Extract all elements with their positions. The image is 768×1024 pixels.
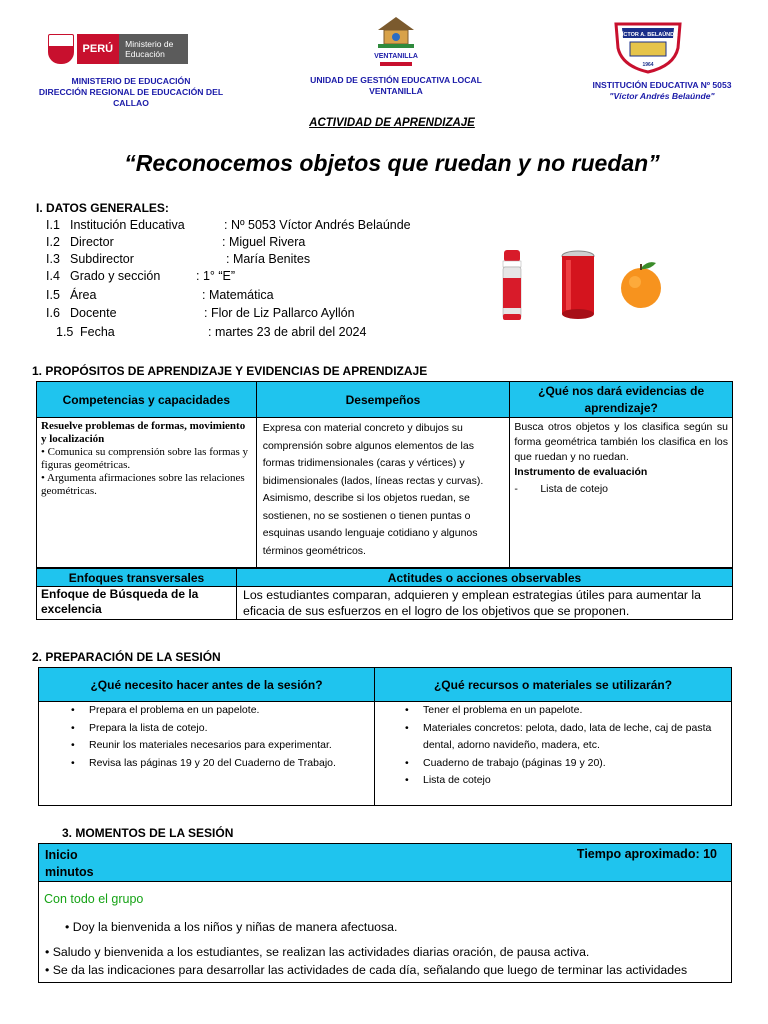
- col-antes: ¿Qué necesito hacer antes de la sesión?: [39, 668, 375, 702]
- list-item: • Prepara la lista de cotejo.: [63, 720, 370, 738]
- header-right-line2: "Víctor Andrés Belaúnde": [609, 91, 715, 101]
- instrumento-label: Instrumento de evaluación: [514, 466, 648, 478]
- evidencia-cell: [510, 418, 733, 568]
- orange-icon: [618, 256, 664, 310]
- col-recursos: ¿Qué recursos o materiales se utilizarán?: [375, 668, 732, 702]
- preparacion-table: [38, 667, 732, 806]
- desempeno-cell: [256, 418, 510, 568]
- ministry-logo-text: Ministerio de Educación: [119, 34, 188, 64]
- momentos-heading: 3. MOMENTOS DE LA SESIÓN: [62, 826, 234, 840]
- glue-stick-icon: [498, 248, 526, 324]
- inicio-label: Inicio minutos: [45, 848, 94, 879]
- header-left-line2: DIRECCIÓN REGIONAL DE EDUCACIÓN DEL CALLAO: [38, 87, 224, 108]
- evidencia-text: Busca otros objetos y los clasifica según su forma geométrica también los clasifica en los que ruedan y no ruedan.: [514, 421, 728, 463]
- competencia-cell: [37, 418, 257, 568]
- enfoque-cell: Enfoque de Búsqueda de la excelencia: [37, 587, 237, 620]
- inicio-header: [39, 844, 731, 882]
- list-item: • Cuaderno de trabajo (páginas 19 y 20).: [397, 755, 727, 773]
- page-title: “Reconocemos objetos que ruedan y no ruedan”: [124, 150, 660, 176]
- header-mid-line1: UNIDAD DE GESTIÓN EDUCATIVA LOCAL: [310, 75, 482, 85]
- list-item: • Prepara el problema en un papelote.: [63, 702, 370, 720]
- header-mid-line2: VENTANILLA: [369, 86, 423, 96]
- col-desempenos: Desempeños: [256, 382, 510, 418]
- datos-generales-heading: I. DATOS GENERALES:: [36, 201, 169, 215]
- desempeno-text: Expresa con material concreto y dibujos su comprensión sobre algunos elementos de las formas tridimensionales (caras y vértices) y bidimensionales (lados, líneas rectas y curvas). Asimismo, describe si los objetos ruedan, se sostienen, no se sostienen o tienen puntas o esquinas usando lenguaje cotidiano y algunos términos geométricos.: [262, 422, 484, 557]
- soda-can-icon: [558, 250, 598, 320]
- crest-year: 1964: [642, 62, 654, 68]
- col-competencias: Competencias y capacidades: [37, 382, 257, 418]
- capacidad-2: • Argumenta afirmaciones sobre las relaciones geométricas.: [41, 472, 245, 497]
- antes-cell: [39, 702, 375, 806]
- peru-shield-icon: [48, 34, 74, 64]
- indicaciones-text: • Se da las indicaciones para desarrollar las actividades de cada día, señalando que luego de terminar las actividades: [45, 963, 688, 977]
- capacidad-1: • Comunica su comprensión sobre las formas y figuras geométricas.: [41, 446, 249, 471]
- antes-list: [63, 702, 370, 772]
- recursos-cell: [375, 702, 732, 806]
- propositos-table: [36, 381, 733, 568]
- instrumento-dash: -: [514, 483, 518, 495]
- col-enfoques: Enfoques transversales: [37, 569, 237, 587]
- list-item: • Tener el problema en un papelote.: [397, 702, 727, 720]
- crest-text: VÍCTOR A. BELAÚNDE: [618, 32, 678, 38]
- enfoques-table: [36, 568, 733, 620]
- list-item: • Materiales concretos: pelota, dado, lata de leche, caj de pasta dental, adorno navideño, madera, etc.: [397, 720, 727, 755]
- propositos-heading: 1. PROPÓSITOS DE APRENDIZAJE Y EVIDENCIAS DE APRENDIZAJE: [32, 364, 428, 378]
- ugel-logo-text: VENTANILLA: [374, 53, 418, 60]
- header-right-line1: INSTITUCIÓN EDUCATIVA Nº 5053: [592, 80, 732, 90]
- ministry-logo: [48, 32, 188, 66]
- dato-row-institucion: I.1 Institución Educativa : Nº 5053 Víctor Andrés Belaúnde: [46, 218, 411, 232]
- school-crest-icon: [612, 16, 684, 74]
- activity-label: ACTIVIDAD DE APRENDIZAJE: [309, 117, 475, 129]
- peru-tag: PERÚ: [77, 34, 120, 64]
- instrumento-item: - Lista de cotejo: [514, 480, 728, 498]
- competencia-title: Resuelve problemas de formas, movimiento y localización: [41, 420, 246, 445]
- ugel-logo-icon: [370, 14, 422, 70]
- saludo-text: • Saludo y bienvenida a los estudiantes, se realizan las actividades diarias oración, de pausa activa.: [45, 945, 590, 959]
- momentos-box: [38, 843, 732, 983]
- grupo-label: Con todo el grupo: [44, 892, 144, 906]
- col-actitudes: Actitudes o acciones observables: [237, 569, 733, 587]
- actitud-cell: Los estudiantes comparan, adquieren y emplean estrategias útiles para aumentar la eficacia de sus esfuerzos en el logro de los objetivos que se proponen.: [237, 587, 733, 620]
- header-middle: [296, 75, 496, 97]
- dato-row-grado: I.4 Grado y sección : 1° “E”: [46, 269, 236, 283]
- recursos-list: [397, 702, 727, 790]
- list-item: • Lista de cotejo: [397, 772, 727, 790]
- dato-row-director: I.2 Director : Miguel Rivera: [46, 235, 306, 249]
- dato-row-area: I.5 Área : Matemática: [46, 288, 274, 302]
- list-item: • Reunir los materiales necesarios para experimentar.: [63, 737, 370, 755]
- header-right: [572, 80, 752, 102]
- col-evidencias: ¿Qué nos dará evidencias de aprendizaje?: [510, 382, 733, 418]
- header-left: [26, 76, 236, 109]
- dato-row-subdirector: I.3 Subdirector : María Benites: [46, 252, 311, 266]
- dato-row-docente: I.6 Docente : Flor de Liz Pallarco Ayllón: [46, 306, 355, 320]
- list-item: • Revisa las páginas 19 y 20 del Cuaderno de Trabajo.: [63, 755, 370, 773]
- tiempo-aproximado: Tiempo aproximado: 10: [576, 847, 717, 861]
- preparacion-heading: 2. PREPARACIÓN DE LA SESIÓN: [32, 650, 221, 664]
- bienvenida-text: • Doy la bienvenida a los niños y niñas de manera afectuosa.: [65, 920, 398, 934]
- header-left-line1: MINISTERIO DE EDUCACIÓN: [71, 76, 191, 86]
- dato-row-fecha: 1.5 Fecha : martes 23 de abril del 2024: [56, 325, 367, 339]
